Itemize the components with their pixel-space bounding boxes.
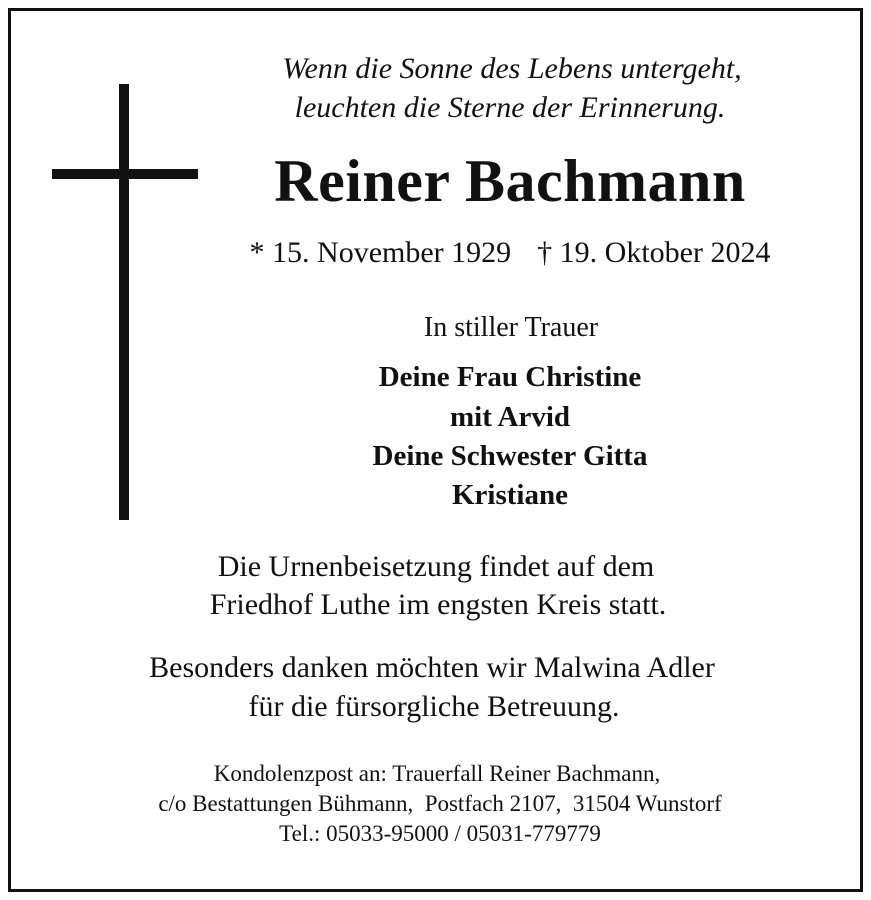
burial-line-2: Friedhof Luthe im engsten Kreis statt. xyxy=(209,588,667,621)
thanks-line-2: für die fürsorgliche Betreuung. xyxy=(248,690,620,723)
mourner-name: mit Arvid xyxy=(449,401,571,433)
contact-line-1: Kondolenzpost an: Trauerfall Reiner Bachmann, xyxy=(213,761,661,786)
motto-line-1: Wenn die Sonne des Lebens untergeht, xyxy=(282,52,742,85)
deceased-name: Reiner Bachmann xyxy=(274,148,746,214)
contact-address: c/o Bestattungen Bühmann, Postfach 2107, 31504 Wunstorf xyxy=(158,791,722,816)
motto-line-2: leuchten die Sterne der Erinnerung. xyxy=(294,91,726,124)
death-date: † 19. Oktober 2024 xyxy=(537,236,771,269)
mourner-name: Kristiane xyxy=(452,479,568,511)
cross-icon xyxy=(119,84,129,520)
mourner-name: Deine Schwester Gitta xyxy=(372,440,648,472)
contact-phone: Tel.: 05033-95000 / 05031-779779 xyxy=(279,821,601,846)
mourning-intro: In stiller Trauer xyxy=(423,312,599,343)
cross-icon-beam xyxy=(52,169,198,179)
life-dates xyxy=(250,234,771,272)
burial-line-1: Die Urnenbeisetzung findet auf dem xyxy=(217,550,655,583)
mourner-name: Deine Frau Christine xyxy=(378,361,642,393)
thanks-line-1: Besonders danken möchten wir Malwina Adler xyxy=(149,651,715,684)
birth-date: * 15. November 1929 xyxy=(249,236,512,269)
